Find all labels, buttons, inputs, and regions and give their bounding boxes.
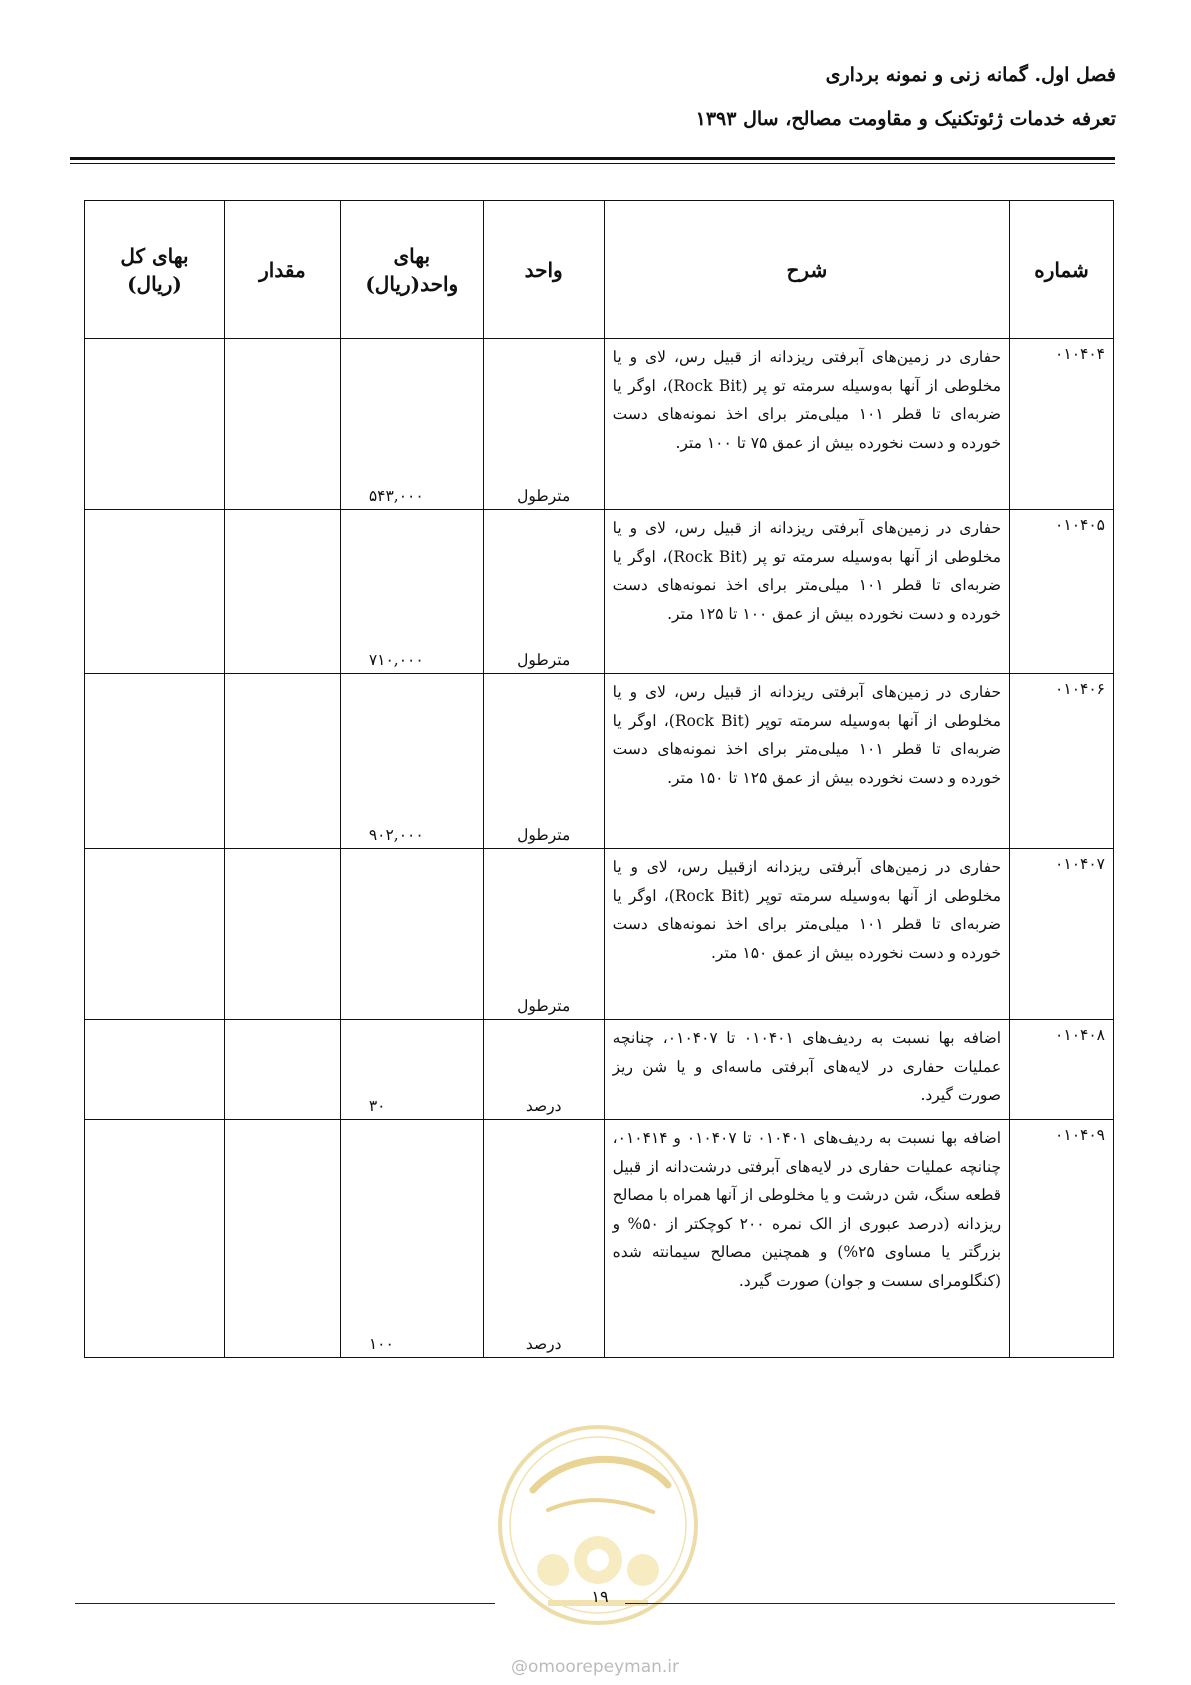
document-title: تعرفه خدمات ژئوتکنیک و مقاومت مصالح، سال ۱۳۹۳ bbox=[695, 108, 1116, 130]
row-description: حفاری در زمین‌های آبرفتی ریزدانه ازقبیل رس، لای و یا مخلوطی از آنها به‌وسیله سرمته توپر (Rock Bit)، اوگر یا ضربه‌ای تا قطر ۱۰۱ میلی‌متر برای اخذ نمونه‌های دست خورده و دست نخورده بیش از عمق ۱۵۰ متر. bbox=[604, 849, 1009, 1020]
footer-rule-left bbox=[75, 1603, 495, 1604]
row-number: ۰۱۰۴۰۸ bbox=[1010, 1020, 1114, 1120]
row-quantity bbox=[224, 849, 340, 1020]
table-header-row bbox=[85, 201, 1114, 339]
row-total-price bbox=[85, 339, 225, 510]
chapter-title: فصل اول. گمانه زنی و نمونه برداری bbox=[825, 64, 1116, 86]
row-unit-price: ۱۰۰ bbox=[340, 1120, 483, 1358]
footer-rule-right bbox=[625, 1603, 1115, 1604]
tariff-table bbox=[84, 200, 1114, 1358]
row-number: ۰۱۰۴۰۶ bbox=[1010, 674, 1114, 849]
row-unit-price bbox=[340, 849, 483, 1020]
table-row bbox=[85, 1120, 1114, 1358]
table-row bbox=[85, 849, 1114, 1020]
header-unit: واحد bbox=[483, 201, 604, 339]
row-unit-price: ۷۱۰,۰۰۰ bbox=[340, 510, 483, 674]
row-quantity bbox=[224, 674, 340, 849]
row-total-price bbox=[85, 1020, 225, 1120]
header-rule-thick bbox=[70, 157, 1115, 160]
row-description: حفاری در زمین‌های آبرفتی ریزدانه از قبیل رس، لای و یا مخلوطی از آنها به‌وسیله سرمته تو پر (Rock Bit)، اوگر یا ضربه‌ای تا قطر ۱۰۱ میلی‌متر برای اخذ نمونه‌های دست خورده و دست نخورده بیش از عمق ۷۵ تا ۱۰۰ متر. bbox=[604, 339, 1009, 510]
row-description: اضافه بها نسبت به ردیف‌های ۰۱۰۴۰۱ تا ۰۱۰۴۰۷ و ۰۱۰۴۱۴، چنانچه عملیات حفاری در لایه‌های آبرفتی درشت‌دانه از قبیل قطعه سنگ، شن درشت و یا مخلوطی از آنها همراه با مصالح ریزدانه (درصد عبوری از الک نمره ۲۰۰ کوچکتر از ۵۰% و بزرگتر یا مساوی ۲۵%) و همچنین مصالح سیمانته شده (کنگلومرای سست و جوان) صورت گیرد. bbox=[604, 1120, 1009, 1358]
row-total-price bbox=[85, 674, 225, 849]
page-header bbox=[76, 60, 1116, 134]
row-unit-price: ۹۰۲,۰۰۰ bbox=[340, 674, 483, 849]
row-unit: درصد bbox=[483, 1120, 604, 1358]
row-quantity bbox=[224, 510, 340, 674]
row-number: ۰۱۰۴۰۷ bbox=[1010, 849, 1114, 1020]
row-quantity bbox=[224, 1020, 340, 1120]
header-unit-price: بهای واحد(ریال) bbox=[340, 201, 483, 339]
row-total-price bbox=[85, 1120, 225, 1358]
row-description: حفاری در زمین‌های آبرفتی ریزدانه از قبیل رس، لای و یا مخلوطی از آنها به‌وسیله سرمته تو پر (Rock Bit)، اوگر یا ضربه‌ای تا قطر ۱۰۱ میلی‌متر برای اخذ نمونه‌های دست خورده و دست نخورده بیش از عمق ۱۰۰ تا ۱۲۵ متر. bbox=[604, 510, 1009, 674]
row-quantity bbox=[224, 1120, 340, 1358]
header-total-price: بهای کل (ریال) bbox=[85, 201, 225, 339]
table-row bbox=[85, 674, 1114, 849]
row-unit-price: ۳۰ bbox=[340, 1020, 483, 1120]
page-number: ۱۹ bbox=[591, 1587, 609, 1606]
header-number: شماره bbox=[1010, 201, 1114, 339]
row-total-price bbox=[85, 510, 225, 674]
row-unit: مترطول bbox=[483, 849, 604, 1020]
row-description: اضافه بها نسبت به ردیف‌های ۰۱۰۴۰۱ تا ۰۱۰۴۰۷، چنانچه عملیات حفاری در لایه‌های آبرفتی ماسه‌ای و یا شن ریز صورت گیرد. bbox=[604, 1020, 1009, 1120]
row-number: ۰۱۰۴۰۴ bbox=[1010, 339, 1114, 510]
row-unit-price: ۵۴۳,۰۰۰ bbox=[340, 339, 483, 510]
header-rule-thin bbox=[70, 163, 1115, 164]
table-row bbox=[85, 1020, 1114, 1120]
row-unit: مترطول bbox=[483, 339, 604, 510]
row-unit: مترطول bbox=[483, 510, 604, 674]
row-number: ۰۱۰۴۰۹ bbox=[1010, 1120, 1114, 1358]
row-description: حفاری در زمین‌های آبرفتی ریزدانه از قبیل رس، لای و یا مخلوطی از آنها به‌وسیله سرمته توپر (Rock Bit)، اوگر یا ضربه‌ای تا قطر ۱۰۱ میلی‌متر برای اخذ نمونه‌های دست خورده و دست نخورده بیش از عمق ۱۲۵ تا ۱۵۰ متر. bbox=[604, 674, 1009, 849]
table-row bbox=[85, 339, 1114, 510]
row-number: ۰۱۰۴۰۵ bbox=[1010, 510, 1114, 674]
table-row bbox=[85, 510, 1114, 674]
row-total-price bbox=[85, 849, 225, 1020]
row-unit: مترطول bbox=[483, 674, 604, 849]
row-unit: درصد bbox=[483, 1020, 604, 1120]
row-quantity bbox=[224, 339, 340, 510]
watermark: @omoorepeyman.ir bbox=[510, 1657, 680, 1677]
header-description: شرح bbox=[604, 201, 1009, 339]
header-quantity: مقدار bbox=[224, 201, 340, 339]
